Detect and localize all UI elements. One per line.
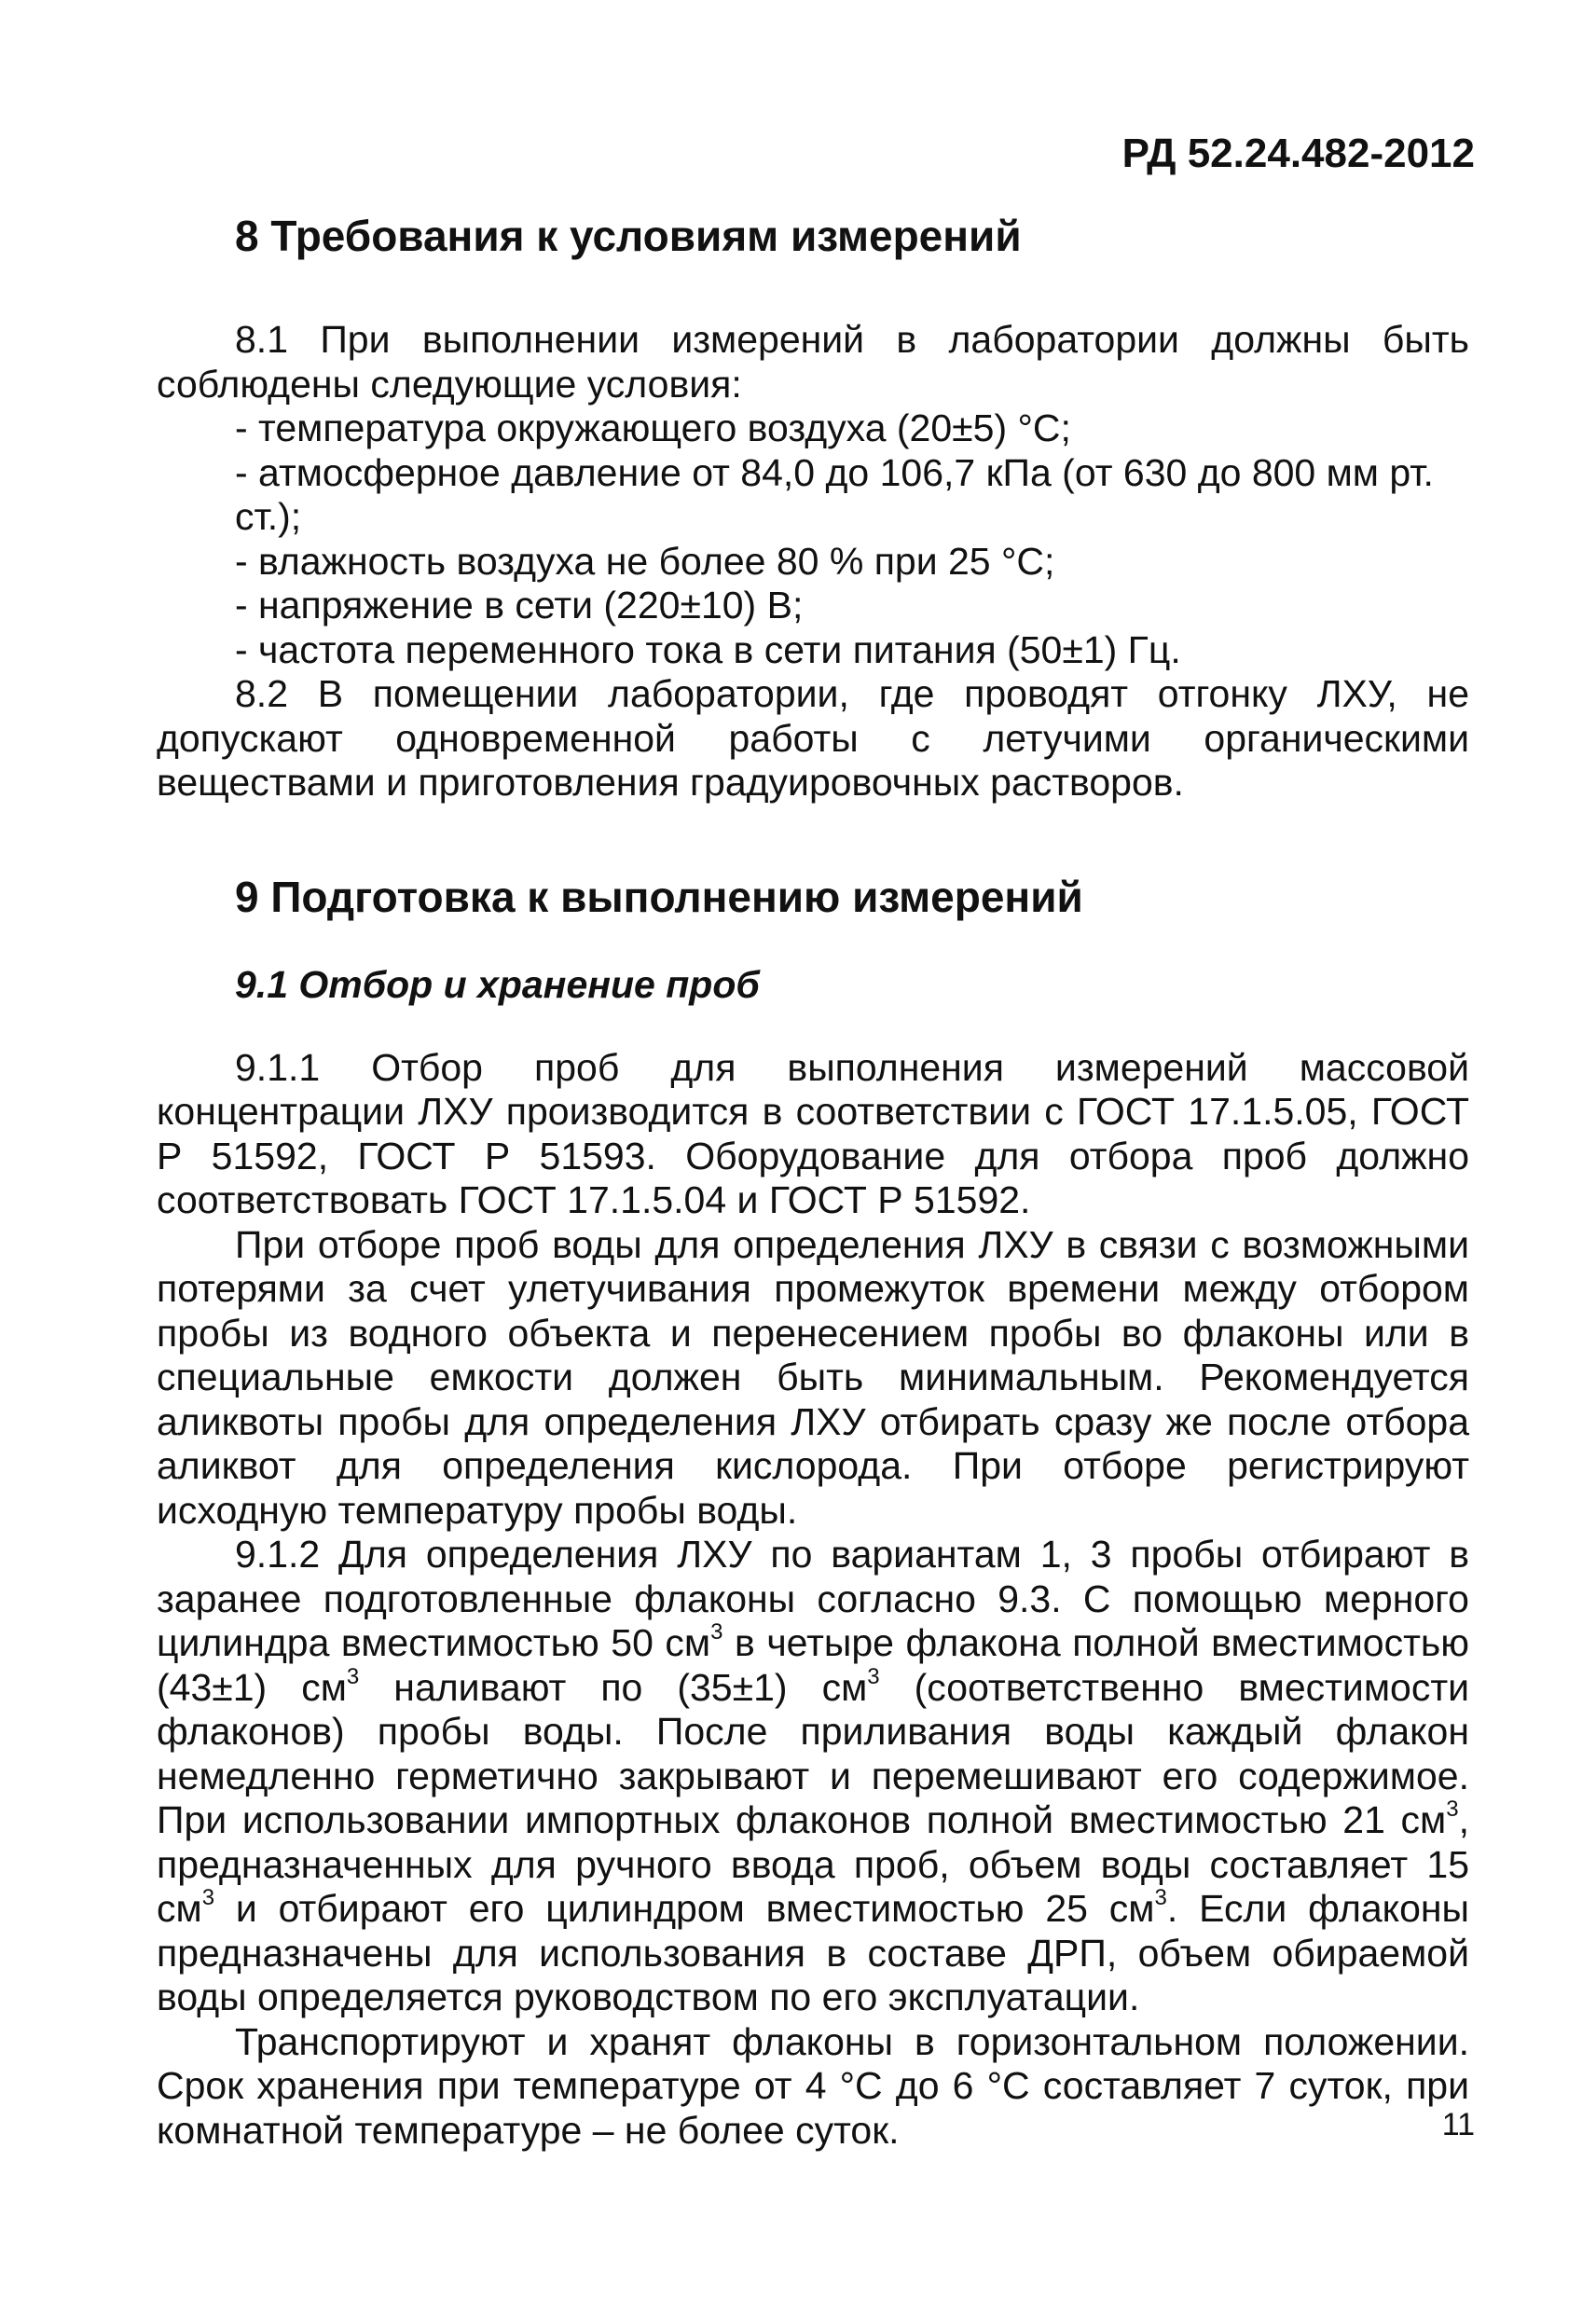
paragraph-9-1-1: 9.1.1 Отбор проб для выполнения измерений массовой концентрации ЛХУ производится в соответствии с ГОСТ 17.1.5.05, ГОСТ Р 51592, ГОСТ Р 51593. Оборудование для отбора проб должно соответствовать ГОСТ 17.1.5.04 и ГОСТ Р 51592. [157, 1045, 1469, 1221]
paragraph-9-1-2-part-5: , предназначенных для ручного ввода проб, объем воды составляет 15 см [157, 1798, 1469, 1930]
condition-pressure: - атмосферное давление от 84,0 до 106,7 кПа (от 630 до 800 мм рт. ст.); [235, 450, 1434, 538]
condition-voltage: - напряжение в сети (220±10) В; [235, 584, 804, 626]
superscript-3: 3 [201, 1885, 215, 1910]
superscript-3: 3 [710, 1619, 723, 1645]
paragraph-9-1-2-part-7: . Если флаконы предназначены для использования в составе ДРП, объем обираемой воды определяется руководством по его эксплуатации. [157, 1887, 1469, 2018]
document-code: РД 52.24.482-2012 [1121, 131, 1475, 176]
section-8-title: 8 Требования к условиям измерений [235, 212, 1022, 260]
page-content [157, 210, 1469, 2153]
superscript-3: 3 [346, 1663, 360, 1689]
paragraph-9-1-1-sampling: При отборе проб воды для определения ЛХУ в связи с возможными потерями за счет улетучивания промежуток времени между отбором пробы из водного объекта и перенесением пробы во флаконы или в специальные емкости должен быть минимальным. Рекомендуется аликвоты пробы для определения ЛХУ отбирать сразу же после отбора аликвот для определения кислорода. При отборе регистрируют исходную температуру пробы воды. [157, 1222, 1469, 1532]
paragraph-9-1-2 [157, 1533, 1469, 2020]
condition-frequency: - частота переменного тока в сети питания (50±1) Гц. [235, 627, 1181, 671]
paragraph-9-1-2-part-6: и отбирают его цилиндром вместимостью 25 см [214, 1887, 1155, 1930]
paragraph-8-2: 8.2 В помещении лаборатории, где проводят отгонку ЛХУ, не допускают одновременной работы с летучими органическими веществами и приготовления градуировочных растворов. [157, 672, 1469, 804]
paragraph-8-1: 8.1 При выполнении измерений в лаборатории должны быть соблюдены следующие условия: [157, 318, 1469, 406]
subsection-9-1-title: 9.1 Отбор и хранение проб [235, 962, 760, 1006]
paragraph-9-1-2-part-3: наливают по (35±1) см [359, 1665, 868, 1709]
superscript-3: 3 [1446, 1797, 1459, 1822]
superscript-3: 3 [867, 1663, 880, 1689]
paragraph-9-1-2-part-4: (соответственно вместимости флаконов) пробы воды. После приливания воды каждый флакон немедленно герметично закрывают и перемешивают его содержимое. При использовании импортных флаконов полной вместимостью 21 см [157, 1665, 1469, 1841]
page-number: 11 [1441, 2107, 1475, 2142]
paragraph-9-1-2-part-1: 9.1.2 Для определения ЛХУ по вариантам 1, 3 пробы отбирают в заранее подготовленные флаконы согласно 9.3. С помощью мерного цилиндра вместимостью 50 см [157, 1533, 1469, 1664]
paragraph-transport-storage: Транспортируют и хранят флаконы в горизонтальном положении. Срок хранения при температуре от 4 °С до 6 °С составляет 7 суток, при комнатной температуре – не более суток. [157, 2019, 1469, 2152]
condition-humidity: - влажность воздуха не более 80 % при 25 °С; [235, 539, 1055, 583]
paragraph-9-1-2-part-2: в четыре флакона полной вместимостью (43±1) см [157, 1621, 1469, 1709]
superscript-3: 3 [1154, 1885, 1167, 1910]
condition-temperature: - температура окружающего воздуха (20±5) °С; [235, 406, 1071, 449]
section-9-title: 9 Подготовка к выполнению измерений [235, 872, 1083, 921]
